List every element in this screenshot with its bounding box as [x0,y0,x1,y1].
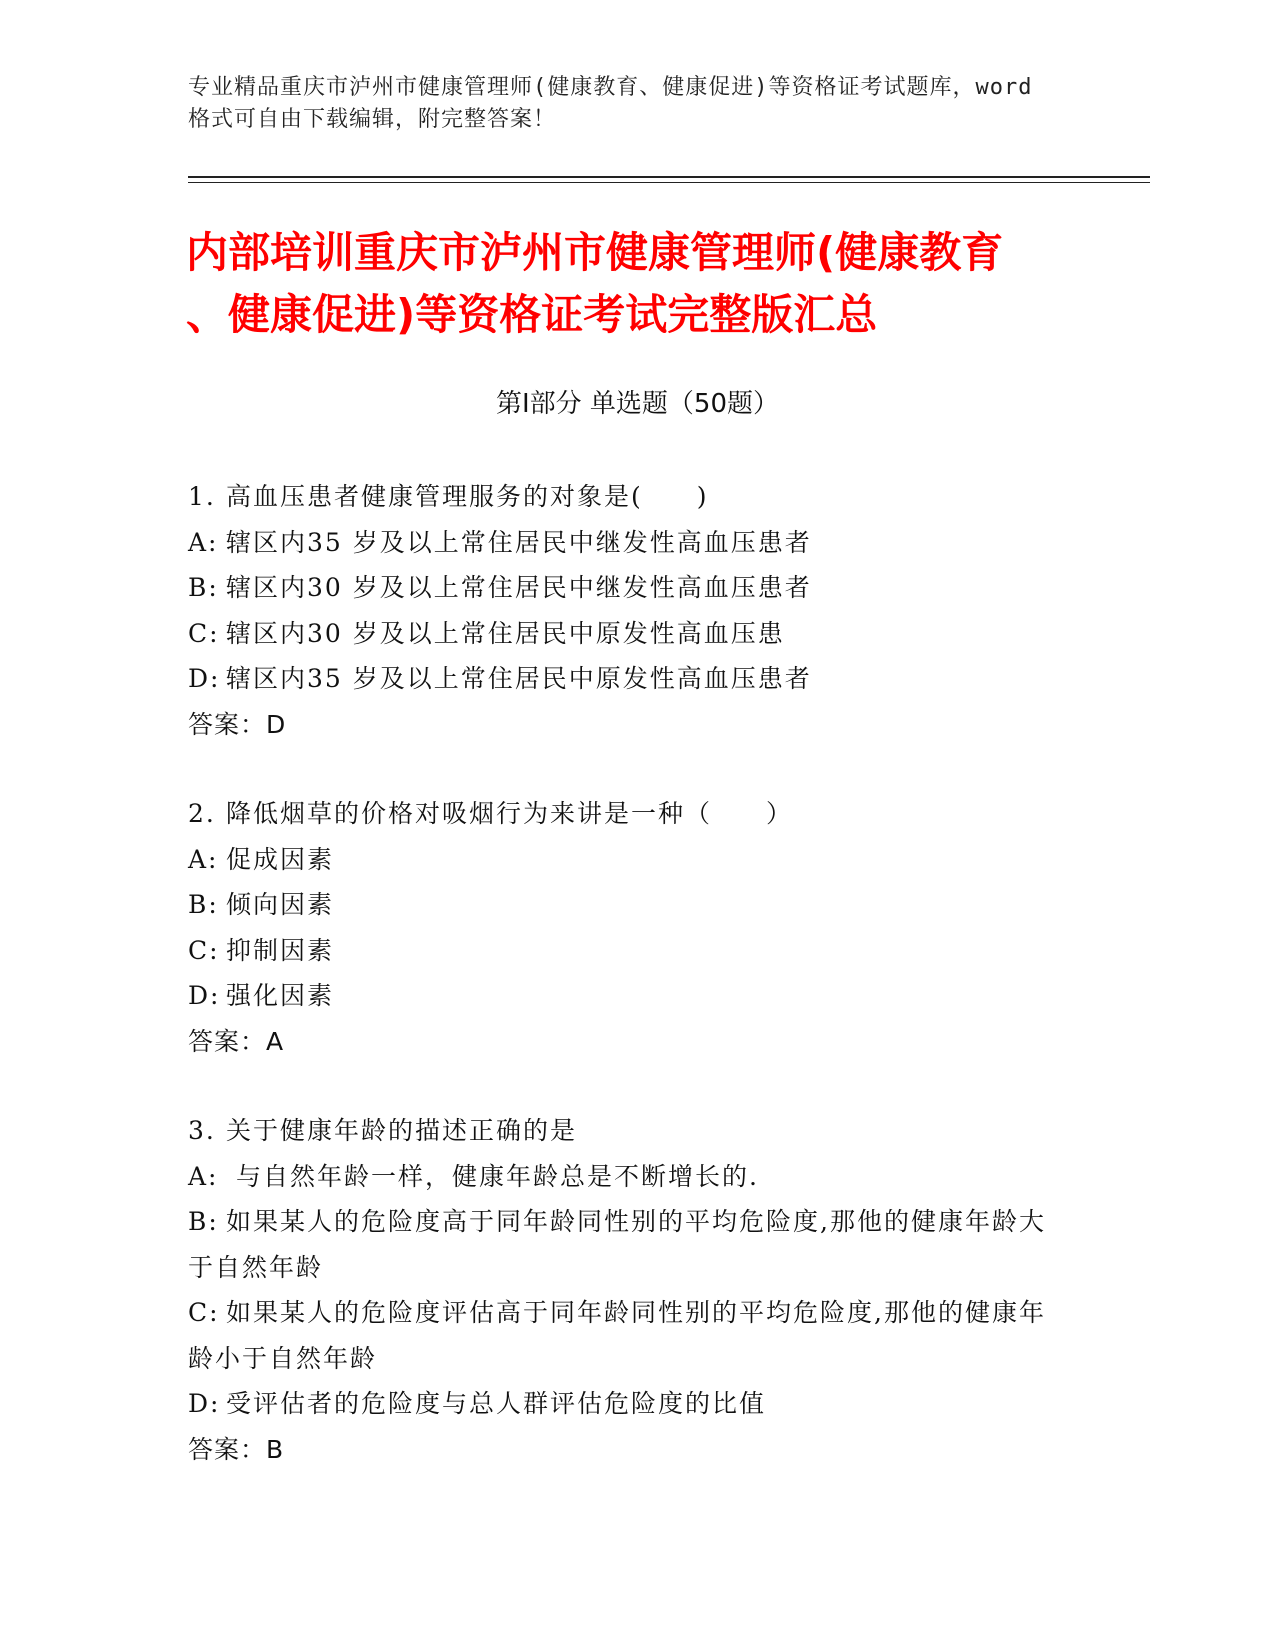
section-title: 第Ⅰ部分 单选题（50题） [495,389,780,419]
option-text: 与自然年龄一样，健康年龄总是不断增长的. [226,1161,759,1191]
header-note [188,72,1088,136]
option-label: C: [188,935,220,965]
option-text: 强化因素 [226,981,335,1010]
question-list [188,474,1068,1516]
header-rule-thin [188,182,1150,183]
option-d [188,973,1068,1019]
option-d [188,1381,1068,1427]
option-a [188,520,1068,566]
option-text: 辖区内30 岁及以上常住居民中继发性高血压患者 [226,573,812,602]
document-title-line-2: 、健康促进)等资格证考试完整版汇总 [186,290,878,339]
header-rule-thick [188,176,1150,178]
option-label: D: [188,981,221,1010]
option-label: C: [188,1298,220,1327]
question-number: 1. [188,482,216,511]
option-c [188,928,1068,974]
document-title-line-1: 内部培训重庆市泸州市健康管理师(健康教育 [186,228,1004,277]
answer-line: 答案：A [188,1026,285,1056]
question-1 [188,474,1068,747]
option-label: A: [188,1161,219,1191]
option-c [188,611,1068,657]
option-text: 倾向因素 [226,890,335,919]
option-label: A: [188,844,219,874]
header-note-line-1: 专业精品重庆市泸州市健康管理师(健康教育、健康促进)等资格证考试题库，word [188,75,1033,100]
option-label: A: [188,527,219,557]
question-text: 关于健康年龄的描述正确的是 [226,1116,578,1145]
option-text: 辖区内35 岁及以上常住居民中继发性高血压患者 [226,527,812,557]
option-label: B: [188,890,219,919]
question-number: 3. [188,1116,216,1145]
option-text: 如果某人的危险度评估高于同年龄同性别的平均危险度,那他的健康年龄小于自然年龄 [188,1298,1046,1373]
question-text: 高血压患者健康管理服务的对象是( ) [226,482,709,511]
option-text: 抑制因素 [226,935,335,965]
question-stem [188,1108,1068,1154]
option-d [188,656,1068,702]
question-3 [188,1108,1068,1472]
option-text: 辖区内30 岁及以上常住居民中原发性高血压患 [226,618,785,648]
option-label: C: [188,618,220,648]
option-text: 如果某人的危险度高于同年龄同性别的平均危险度,那他的健康年龄大于自然年龄 [188,1207,1046,1282]
option-label: B: [188,573,219,602]
answer-line: 答案：B [188,1434,285,1464]
answer-line: 答案：D [188,709,287,739]
question-2 [188,791,1068,1064]
question-number: 2. [188,799,216,828]
option-b [188,565,1068,611]
header-note-line-2: 格式可自由下载编辑，附完整答案！ [188,107,557,132]
question-text: 降低烟草的价格对吸烟行为来讲是一种（ ） [226,799,794,828]
document-title [186,222,1106,346]
option-a [188,837,1068,883]
option-a [188,1154,1068,1200]
option-label: D: [188,664,221,693]
question-stem [188,791,1068,837]
option-label: B: [188,1207,219,1236]
option-text: 辖区内35 岁及以上常住居民中原发性高血压患者 [226,664,812,693]
option-b [188,882,1068,928]
option-b [188,1199,1068,1290]
option-text: 受评估者的危险度与总人群评估危险度的比值 [226,1389,767,1418]
option-label: D: [188,1389,221,1418]
option-c [188,1290,1068,1381]
option-text: 促成因素 [226,844,335,874]
question-stem [188,474,1068,520]
